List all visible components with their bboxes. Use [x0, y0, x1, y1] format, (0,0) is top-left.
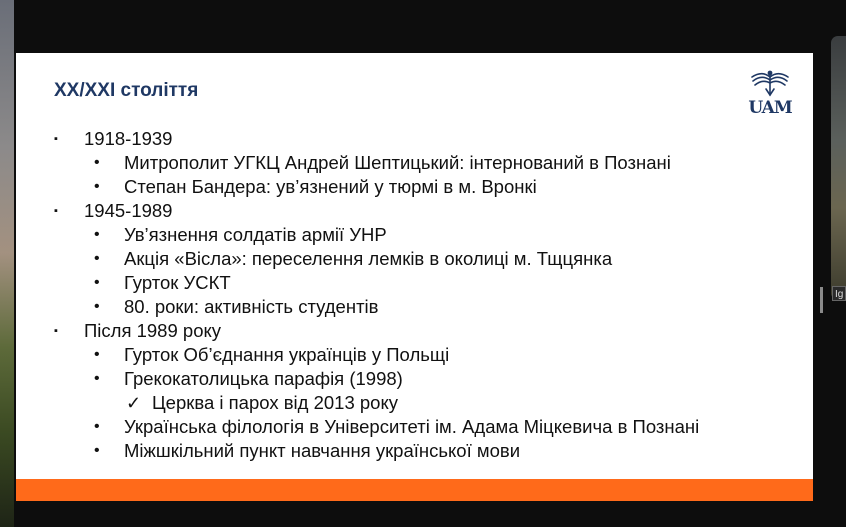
list-item: [94, 223, 387, 247]
bullet-icon: ▪: [54, 133, 58, 145]
list-item: [94, 175, 537, 199]
list-item-text: 1918-1939: [84, 128, 173, 149]
background-photo-left: [0, 0, 14, 527]
list-item: [94, 151, 671, 175]
slide-accent-bar: [16, 479, 813, 501]
bullet-icon: •: [94, 274, 100, 291]
list-item-text: Грекокатолицька парафія (1998): [124, 368, 403, 389]
list-item: [126, 391, 399, 415]
list-item: [94, 367, 403, 391]
bullet-icon: •: [94, 250, 100, 267]
list-item-text: Гурток Об’єднання українців у Польщі: [124, 344, 450, 365]
list-item: [54, 127, 173, 151]
list-item-text: 1945-1989: [84, 200, 173, 221]
presentation-slide: [16, 53, 813, 501]
list-item-text: Після 1989 року: [84, 320, 222, 341]
list-item-text: Церква і парох від 2013 року: [152, 392, 399, 413]
thumbnail-handle[interactable]: [820, 287, 823, 313]
bullet-icon: •: [94, 346, 100, 363]
uam-logo: [748, 69, 792, 119]
logo-text: UAM: [748, 98, 792, 118]
bullet-icon: •: [94, 442, 100, 459]
list-item-text: Міжшкільний пункт навчання української мови: [124, 440, 521, 461]
list-item: [54, 319, 222, 343]
bullet-icon: ▪: [54, 205, 58, 217]
list-item-text: Гурток УСКТ: [124, 272, 231, 293]
list-item: [54, 199, 173, 223]
bullet-icon: •: [94, 226, 100, 243]
bullet-icon: •: [94, 154, 100, 171]
participant-video-thumbnail[interactable]: [831, 36, 846, 300]
list-item: [94, 271, 231, 295]
list-item-text: Степан Бандера: ув’язнений у тюрмі в м. Вронкі: [124, 176, 537, 197]
list-item-text: Ув’язнення солдатів армії УНР: [124, 224, 387, 245]
bullet-icon: •: [94, 370, 100, 387]
list-item-text: Акція «Вісла»: переселення лемків в околиці м. Тщцянка: [124, 248, 613, 269]
bullet-icon: •: [94, 418, 100, 435]
list-item: [94, 295, 379, 319]
list-item-text: Українська філологія в Університеті ім. Адама Міцкевича в Познані: [124, 416, 700, 437]
list-item-text: 80. роки: активність студентів: [124, 296, 379, 317]
slide-title: XX/XXI століття: [54, 80, 199, 101]
bullet-icon: •: [94, 178, 100, 195]
bullet-icon: ▪: [54, 325, 58, 337]
list-item: [94, 343, 450, 367]
checkmark-icon: ✓: [126, 393, 142, 413]
list-item: [94, 247, 613, 271]
eagle-emblem-icon: [748, 69, 792, 99]
list-item: [94, 439, 521, 463]
list-item-text: Митрополит УГКЦ Андрей Шептицький: інтернований в Познані: [124, 152, 671, 173]
participant-name-label: Ig: [832, 286, 846, 301]
list-item: [94, 415, 700, 439]
bullet-icon: •: [94, 298, 100, 315]
